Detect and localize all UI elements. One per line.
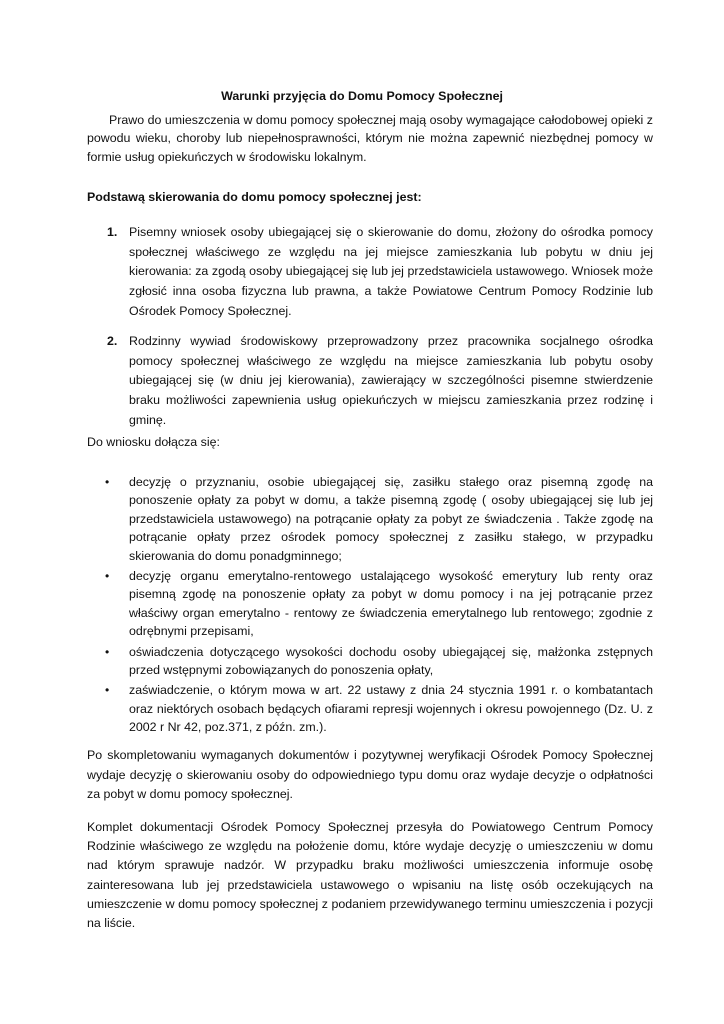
final-paragraph: Komplet dokumentacji Ośrodek Pomocy Społecznej przesyła do Powiatowego Centrum Pomocy Rodzinie właściwego ze względu na położenie domu, które wydaje decyzję o umieszczeniu w domu nad którym sprawuje nadzór. W przypadku braku możliwości umieszczenia informuje osobę zainteresowana lub jej przedstawiciela ustawowego o wpisaniu na listę osób oczekujących na umieszczenie w domu pomocy społecznej z podaniem przewidywanego terminu umieszczenia i pozycji na liście. [87, 820, 653, 931]
list-item [87, 473, 653, 565]
list-item-text: zaświadczenie, o którym mowa w art. 22 ustawy z dnia 24 stycznia 1991 r. o kombatantach oraz niektórych osobach będących ofiarami represji wojennych i okresu powojennego (Dz. U. z 2002 r Nr 42, poz.371, z późn. zm.). [129, 683, 653, 735]
bullet-icon: • [105, 569, 110, 584]
list-item-text: decyzję organu emerytalno-rentowego ustalającego wysokość emerytury lub renty oraz pisemną zgodę na ponoszenie opłaty za pobyt w domu pomocy i na jej potrącanie przez właściwy organ emerytalno - rentowy ze świadczenia emerytalnego lub rentowego; zgodnie z odrębnymi przepisami, [129, 569, 653, 639]
basis-heading: Podstawą skierowania do domu pomocy społecznej jest: [87, 190, 422, 204]
item-text: Pisemny wniosek osoby ubiegającej się o skierowanie do domu, złożony do ośrodka pomocy społecznej właściwego ze względu na jej miejsce zamieszkania lub pobytu w dniu jej kierowania: za zgodą osoby ubiegającej się lub jej przedstawiciela ustawowego. Wniosek może zgłosić inna osoba fizyczna lub prawna, a także Powiatowe Centrum Pomocy Rodzinie lub Ośrodek Pomocy Społecznej. [129, 225, 653, 318]
bullet-icon: • [105, 475, 110, 489]
bullet-icon: • [105, 644, 110, 659]
intro-paragraph: Prawo do umieszczenia w domu pomocy społecznej mają osoby wymagające całodobowej opieki z powodu wieku, choroby lub niepełnosprawności, którym nie można zapewnić niezbędnej pomocy w formie usług opiekuńczych w środowisku lokalnym. [87, 113, 653, 164]
list-item-text: oświadczenia dotyczącego wysokości dochodu osoby ubiegającej się, małżonka zstępnych przed wstępnymi zobowiązanych do ponoszenia opłaty, [129, 644, 653, 678]
item-text: Rodzinny wywiad środowiskowy przeprowadzony przez pracownika socjalnego ośrodka pomocy społecznej właściwego ze względu na miejsce zamieszkania lub pobytu osoby ubiegającej się (w dniu jej kierowania), zawierający w szczególności pisemne stwierdzenie braku możliwości zapewnienia usług opiekuńczych w miejscu zamieszkania przez rodzinę i gminę. [129, 334, 653, 427]
list-item [87, 681, 653, 736]
attachments-list [87, 473, 653, 737]
item-number: 2. [107, 334, 118, 348]
list-item-text: decyzję o przyznaniu, osobie ubiegającej się, zasiłku stałego oraz pisemną zgodę na ponoszenie opłaty za pobyt w domu, a także pisemną zgodę ( osoby ubiegającej się lub jej przedstawiciela ustawowego) na potrącanie opłaty za pobyt ze świadczenia . Także zgodę na potrącanie opłaty przez ośrodek pomocy społecznej z zasiłku stałego, w przypadku skierowania do domu ponadgminnego; [129, 475, 653, 563]
list-item [87, 567, 653, 641]
bullet-icon: • [105, 683, 110, 698]
attachments-heading: Do wniosku dołącza się: [87, 435, 220, 449]
document-title: Warunki przyjęcia do Domu Pomocy Społecznej [221, 89, 503, 103]
list-item [87, 643, 653, 680]
item-number: 1. [107, 225, 118, 239]
decision-paragraph: Po skompletowaniu wymaganych dokumentów i pozytywnej weryfikacji Ośrodek Pomocy Społecznej wydaje decyzję o skierowaniu osoby do odpowiedniego typu domu oraz wydaje decyzje o odpłatności za pobyt w domu pomocy społecznej. [87, 748, 653, 801]
